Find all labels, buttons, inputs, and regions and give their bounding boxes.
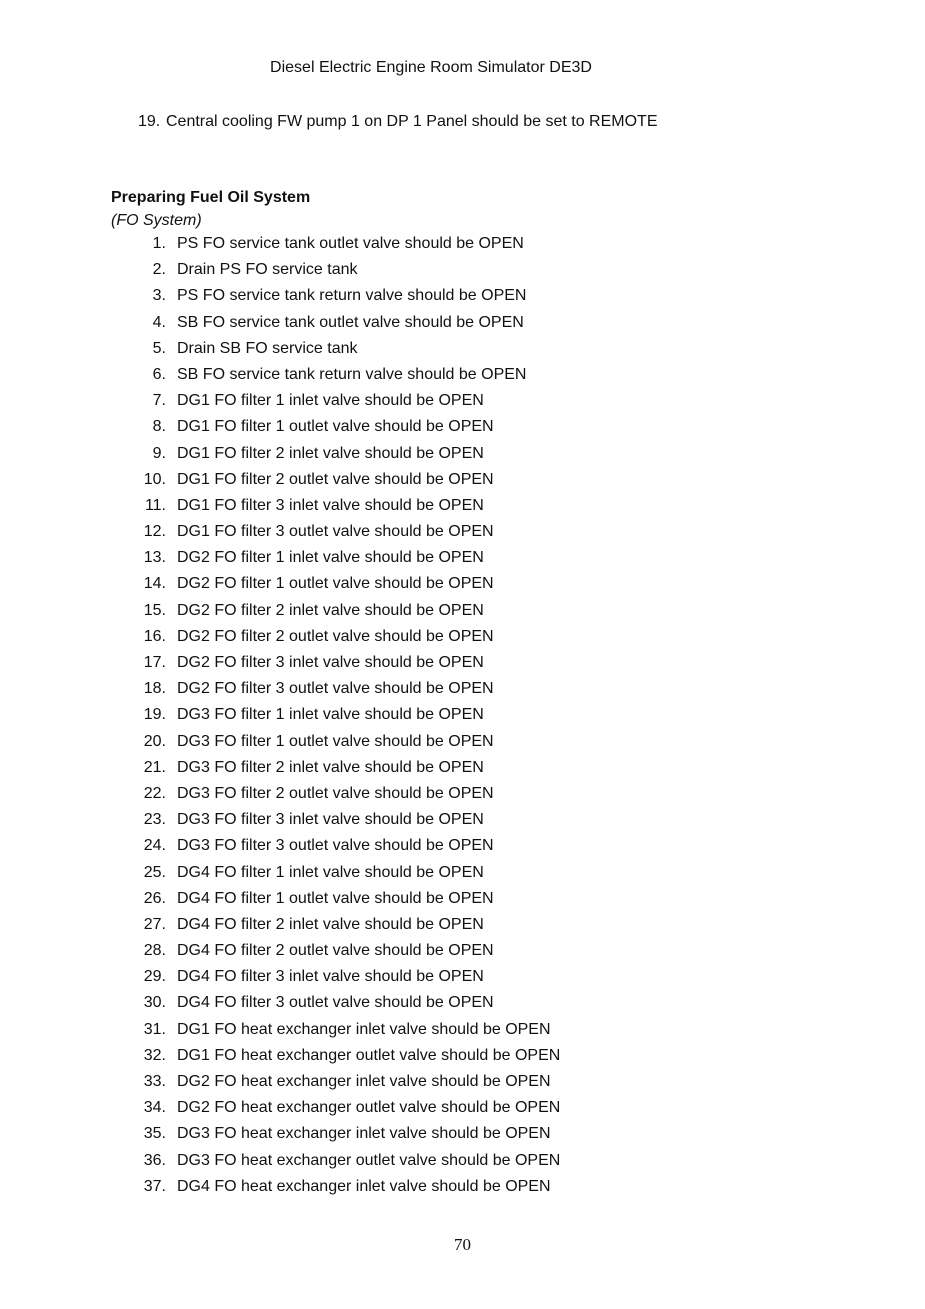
list-item-number: 11. bbox=[144, 496, 166, 514]
list-item-number: 2. bbox=[152, 261, 166, 279]
list-item-text: DG2 FO filter 2 inlet valve should be OPEN bbox=[177, 601, 484, 619]
section-title: Preparing Fuel Oil System bbox=[111, 189, 311, 206]
list-item-number: 27. bbox=[143, 915, 166, 933]
list-item-text: DG2 FO filter 3 outlet valve should be OPEN bbox=[177, 680, 494, 698]
list-item-text: DG3 FO filter 3 outlet valve should be OPEN bbox=[177, 837, 494, 855]
page-header: Diesel Electric Engine Room Simulator DE3D bbox=[270, 59, 592, 76]
list-item-text: DG1 FO filter 1 inlet valve should be OPEN bbox=[177, 392, 484, 410]
list-item bbox=[128, 1095, 560, 1121]
list-item bbox=[128, 833, 560, 859]
list-item-text: DG1 FO filter 2 outlet valve should be OPEN bbox=[177, 470, 494, 488]
list-item bbox=[128, 257, 560, 283]
list-item-number: 35. bbox=[143, 1125, 166, 1143]
list-item bbox=[128, 388, 560, 414]
list-item-number: 12. bbox=[143, 523, 166, 541]
list-item-text: DG2 FO heat exchanger inlet valve should be OPEN bbox=[177, 1073, 551, 1090]
list-item-number: 21. bbox=[143, 758, 166, 776]
list-item-text: DG2 FO filter 1 outlet valve should be OPEN bbox=[177, 575, 494, 593]
continued-list-item bbox=[138, 112, 658, 132]
list-item bbox=[128, 231, 560, 257]
list-item bbox=[128, 1174, 560, 1200]
list-item-text: PS FO service tank return valve should be OPEN bbox=[177, 287, 527, 305]
procedure-list bbox=[128, 231, 560, 1200]
list-item-text: DG4 FO filter 1 outlet valve should be OPEN bbox=[177, 889, 494, 907]
list-item-number: 24. bbox=[143, 837, 166, 855]
list-item-number: 19. bbox=[143, 706, 166, 724]
list-item-text: DG3 FO filter 1 outlet valve should be OPEN bbox=[177, 732, 494, 750]
list-item bbox=[128, 624, 560, 650]
list-item bbox=[128, 1043, 560, 1069]
list-item-text: DG3 FO filter 2 inlet valve should be OPEN bbox=[177, 758, 484, 776]
list-item bbox=[128, 467, 560, 493]
list-item-text: DG4 FO filter 3 outlet valve should be OPEN bbox=[177, 994, 494, 1012]
list-item-text: DG3 FO heat exchanger inlet valve should be OPEN bbox=[177, 1125, 551, 1143]
list-item-text: Drain SB FO service tank bbox=[177, 339, 358, 357]
list-item-number: 31. bbox=[143, 1020, 166, 1038]
list-item-text: DG3 FO filter 3 inlet valve should be OPEN bbox=[177, 811, 484, 829]
list-item-text: DG2 FO filter 1 inlet valve should be OPEN bbox=[177, 549, 484, 567]
list-item bbox=[128, 755, 560, 781]
list-item-text: DG4 FO filter 2 inlet valve should be OPEN bbox=[177, 915, 484, 933]
page-number: 70 bbox=[454, 1235, 471, 1254]
list-item bbox=[128, 781, 560, 807]
list-item bbox=[128, 860, 560, 886]
list-item-text: DG2 FO heat exchanger outlet valve should be OPEN bbox=[177, 1099, 561, 1117]
list-item-text: DG1 FO heat exchanger outlet valve should be OPEN bbox=[177, 1046, 561, 1064]
list-item-number: 6. bbox=[152, 365, 166, 383]
section-subtitle: (FO System) bbox=[111, 212, 202, 229]
list-item bbox=[128, 545, 560, 571]
list-item bbox=[128, 990, 560, 1016]
list-item-number: 18. bbox=[143, 680, 166, 698]
list-item bbox=[128, 1148, 560, 1174]
list-item-number: 29. bbox=[143, 968, 166, 986]
list-item bbox=[128, 912, 560, 938]
list-item-text: SB FO service tank return valve should be OPEN bbox=[177, 365, 527, 383]
list-item-number: 15. bbox=[143, 601, 166, 619]
list-item-number: 25. bbox=[143, 863, 166, 881]
list-item-number: 19. bbox=[138, 113, 161, 130]
list-item-text: Central cooling FW pump 1 on DP 1 Panel should be set to REMOTE bbox=[166, 113, 658, 130]
list-item-number: 9. bbox=[152, 444, 166, 462]
list-item-number: 28. bbox=[143, 942, 166, 960]
list-item-number: 10. bbox=[143, 470, 166, 488]
list-item-number: 37. bbox=[143, 1177, 166, 1195]
list-item-text: DG1 FO filter 2 inlet valve should be OPEN bbox=[177, 444, 484, 462]
list-item bbox=[128, 1017, 560, 1043]
list-item-number: 32. bbox=[143, 1046, 166, 1064]
list-item-number: 1. bbox=[152, 235, 166, 252]
list-item-number: 23. bbox=[143, 811, 166, 829]
list-item bbox=[128, 414, 560, 440]
list-item-number: 16. bbox=[143, 627, 166, 645]
list-item-number: 33. bbox=[143, 1073, 166, 1090]
list-item bbox=[128, 650, 560, 676]
list-item bbox=[128, 336, 560, 362]
list-item-text: SB FO service tank outlet valve should be OPEN bbox=[177, 313, 524, 331]
list-item bbox=[128, 283, 560, 309]
list-item-text: DG2 FO filter 3 inlet valve should be OPEN bbox=[177, 654, 484, 671]
list-item bbox=[128, 493, 560, 519]
list-item-text: DG3 FO filter 2 outlet valve should be OPEN bbox=[177, 784, 494, 802]
list-item-text: DG3 FO heat exchanger outlet valve should be OPEN bbox=[177, 1151, 561, 1169]
list-item-number: 7. bbox=[152, 392, 166, 410]
list-item bbox=[128, 519, 560, 545]
list-item-text: Drain PS FO service tank bbox=[177, 261, 358, 279]
list-item bbox=[128, 1069, 560, 1095]
list-item-number: 5. bbox=[152, 339, 166, 357]
list-item-text: DG1 FO filter 3 inlet valve should be OPEN bbox=[177, 496, 484, 514]
list-item-text: PS FO service tank outlet valve should be OPEN bbox=[177, 235, 524, 252]
list-item-number: 4. bbox=[152, 313, 166, 331]
list-item bbox=[128, 362, 560, 388]
list-item bbox=[128, 964, 560, 990]
list-item bbox=[128, 598, 560, 624]
list-item-number: 20. bbox=[143, 732, 166, 750]
list-item-number: 36. bbox=[143, 1151, 166, 1169]
list-item bbox=[128, 571, 560, 597]
list-item bbox=[128, 938, 560, 964]
list-item-text: DG2 FO filter 2 outlet valve should be OPEN bbox=[177, 627, 494, 645]
list-item-text: DG4 FO filter 3 inlet valve should be OPEN bbox=[177, 968, 484, 986]
list-item-number: 34. bbox=[143, 1099, 166, 1117]
list-item-number: 14. bbox=[143, 575, 166, 593]
list-item bbox=[128, 886, 560, 912]
list-item bbox=[128, 441, 560, 467]
list-item-number: 26. bbox=[143, 889, 166, 907]
list-item-number: 30. bbox=[143, 994, 166, 1012]
list-item-text: DG1 FO heat exchanger inlet valve should be OPEN bbox=[177, 1020, 551, 1038]
list-item-text: DG3 FO filter 1 inlet valve should be OPEN bbox=[177, 706, 484, 724]
list-item bbox=[128, 729, 560, 755]
list-item-number: 13. bbox=[143, 549, 166, 567]
list-item bbox=[128, 676, 560, 702]
list-item bbox=[128, 310, 560, 336]
list-item-number: 17. bbox=[143, 654, 166, 671]
list-item-number: 3. bbox=[152, 287, 166, 305]
list-item-text: DG4 FO filter 1 inlet valve should be OPEN bbox=[177, 863, 484, 881]
list-item-text: DG4 FO heat exchanger inlet valve should be OPEN bbox=[177, 1177, 551, 1195]
list-item-text: DG1 FO filter 1 outlet valve should be OPEN bbox=[177, 418, 494, 436]
list-item-text: DG4 FO filter 2 outlet valve should be OPEN bbox=[177, 942, 494, 960]
list-item-number: 8. bbox=[152, 418, 166, 436]
list-item-number: 22. bbox=[143, 784, 166, 802]
list-item bbox=[128, 807, 560, 833]
list-item bbox=[128, 1121, 560, 1147]
list-item-text: DG1 FO filter 3 outlet valve should be OPEN bbox=[177, 523, 494, 541]
list-item bbox=[128, 702, 560, 728]
